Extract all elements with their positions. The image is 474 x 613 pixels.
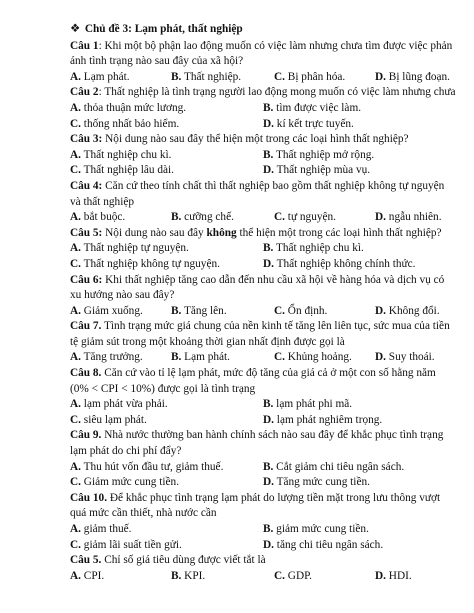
option-letter: D. <box>375 304 386 317</box>
option-text: Bị lũng đoạn. <box>385 70 450 83</box>
answer-option-a[interactable] <box>70 569 171 585</box>
option-letter: C. <box>274 304 285 317</box>
option-letter: B. <box>263 242 274 255</box>
question-9 <box>70 428 456 459</box>
question-number: Câu 1 <box>70 39 99 52</box>
answer-option-d[interactable] <box>375 350 435 366</box>
answer-option-c[interactable] <box>70 538 263 554</box>
answer-options <box>70 522 456 538</box>
option-text: tăng chi tiêu ngân sách. <box>273 538 384 551</box>
answer-option-b[interactable] <box>263 522 456 538</box>
answer-options <box>70 460 456 476</box>
question-text: Nhà nước thường ban hành chính sách nào sau đây để khắc phục tình trạng lạm phát do chi phí đẩy? <box>70 429 444 458</box>
answer-option-a[interactable] <box>70 397 263 413</box>
answer-option-d[interactable] <box>375 70 450 86</box>
option-letter: C. <box>70 413 81 426</box>
option-letter: A. <box>70 523 81 535</box>
answer-option-d[interactable] <box>263 117 456 133</box>
option-letter: A. <box>70 351 81 364</box>
answer-option-b[interactable] <box>263 397 456 413</box>
answer-option-d[interactable] <box>263 475 456 491</box>
answer-option-d[interactable] <box>375 210 442 226</box>
option-text: kí kết trực tuyến. <box>273 117 354 130</box>
option-letter: B. <box>263 523 274 535</box>
option-text: lạm phát vừa phải. <box>80 398 168 411</box>
option-text: Thất nghiệp không tự nguyện. <box>80 257 220 270</box>
section-title-text: Chủ đề 3: Lạm phát, thất nghiệp <box>84 23 243 35</box>
answer-options <box>70 210 456 226</box>
option-letter: C. <box>70 164 81 177</box>
option-text: Suy thoái. <box>385 351 435 364</box>
answer-options <box>70 304 456 320</box>
option-letter: D. <box>263 117 274 130</box>
option-text: Thất nghiệp chu kì. <box>80 148 172 161</box>
answer-option-b[interactable] <box>171 569 274 585</box>
question-number: Câu 4: <box>70 179 103 192</box>
option-text: thỏa thuận mức lương. <box>80 101 187 114</box>
question-text: : Khi một bộ phận lao động muốn có việc làm nhưng chưa tìm được việc phản ánh tình trạng nào sau đây của xã hội? <box>70 39 453 68</box>
question-text: Khi thất nghiệp tăng cao dẫn đến nhu cầu xã hội về hàng hóa và dịch vụ có xu hướng nào sau đây? <box>70 273 445 302</box>
option-letter: C. <box>70 257 81 270</box>
option-letter: B. <box>171 70 182 83</box>
option-letter: D. <box>375 351 386 364</box>
option-letter: C. <box>70 117 81 130</box>
option-letter: D. <box>263 538 274 551</box>
question-5 <box>70 226 456 242</box>
option-letter: A. <box>70 148 81 161</box>
option-text: KPI. <box>181 569 206 582</box>
answer-option-d[interactable] <box>375 304 440 320</box>
option-text: giảm mức cung tiền. <box>273 523 369 535</box>
section-title <box>70 22 456 38</box>
answer-option-c[interactable] <box>70 475 263 491</box>
answer-option-b[interactable] <box>263 101 456 117</box>
option-letter: D. <box>263 257 274 270</box>
option-letter: A. <box>70 211 81 224</box>
option-text: Thu hút vốn đầu tư, giảm thuế. <box>80 460 224 473</box>
option-text: cưỡng chế. <box>181 211 234 224</box>
option-letter: B. <box>171 351 182 364</box>
question-8 <box>70 366 456 397</box>
option-text: giảm lãi suất tiền gửi. <box>80 538 182 551</box>
option-letter: A. <box>70 70 81 83</box>
answer-options <box>70 241 456 257</box>
option-text: Cắt giảm chi tiêu ngân sách. <box>273 460 405 473</box>
option-text: Ổn định. <box>284 304 328 317</box>
answer-options <box>70 538 456 554</box>
option-letter: B. <box>263 148 274 161</box>
option-text: Lạm phát. <box>181 351 230 364</box>
question-3 <box>70 132 456 148</box>
answer-options <box>70 257 456 273</box>
answer-option-c[interactable] <box>274 70 375 86</box>
answer-option-d[interactable] <box>263 163 456 179</box>
option-text: Thất nghiệp tự nguyện. <box>80 242 189 255</box>
option-letter: B. <box>263 460 274 473</box>
option-text: GDP. <box>284 569 312 582</box>
option-letter: C. <box>70 538 81 551</box>
option-text: tìm được việc làm. <box>273 101 362 114</box>
answer-option-a[interactable] <box>70 70 171 86</box>
option-text: Thất nghiệp chu kì. <box>273 242 364 255</box>
question-text: Nội dung nào sau đây <box>102 226 207 239</box>
option-text: lạm phát nghiêm trọng. <box>273 413 383 426</box>
option-letter: D. <box>263 164 274 177</box>
answer-option-a[interactable] <box>70 101 263 117</box>
option-text: bắt buộc. <box>80 211 126 224</box>
question-text: thể hiện một trong các loại hình thất nghiệp? <box>236 226 442 239</box>
option-letter: D. <box>263 413 274 426</box>
option-letter: C. <box>274 70 285 83</box>
answer-option-d[interactable] <box>375 569 412 585</box>
option-letter: B. <box>171 304 182 317</box>
option-text: Tăng trưởng. <box>80 351 143 364</box>
option-letter: A. <box>70 101 81 114</box>
option-text: Bị phân hóa. <box>284 70 346 83</box>
answer-option-c[interactable] <box>70 413 263 429</box>
question-text: Để khắc phục tình trạng lạm phát do lượng tiền mặt trong lưu thông vượt quá mức cần thiết, nhà nước cần <box>70 491 441 520</box>
option-letter: A. <box>70 242 81 255</box>
option-text: Thất nghiệp mùa vụ. <box>273 164 371 177</box>
option-letter: D. <box>375 70 386 83</box>
answer-option-c[interactable] <box>274 304 375 320</box>
answer-options <box>70 413 456 429</box>
question-emphasis: không <box>206 226 237 239</box>
answer-option-b[interactable] <box>263 460 456 476</box>
question-text: : Thất nghiệp là tình trạng người lao động mong muốn có việc làm nhưng chưa <box>98 86 456 99</box>
option-letter: B. <box>263 398 274 411</box>
option-letter: C. <box>274 211 285 224</box>
answer-options <box>70 70 456 86</box>
option-letter: D. <box>375 569 386 582</box>
answer-option-c[interactable] <box>274 350 375 366</box>
answer-options <box>70 101 456 117</box>
option-text: HDI. <box>385 569 412 582</box>
option-text: CPI. <box>80 569 105 582</box>
answer-option-b[interactable] <box>171 210 274 226</box>
answer-option-d[interactable] <box>263 413 456 429</box>
option-letter: C. <box>70 476 81 489</box>
answer-options <box>70 397 456 413</box>
option-letter: C. <box>274 569 285 582</box>
answer-option-c[interactable] <box>70 163 263 179</box>
answer-options <box>70 569 456 585</box>
answer-option-a[interactable] <box>70 460 263 476</box>
question-number: Câu 3: <box>70 133 103 146</box>
question-number: Câu 2 <box>70 86 99 99</box>
option-text: Khủng hoảng. <box>284 351 352 364</box>
option-text: lạm phát phi mã. <box>273 398 353 411</box>
diamond-bullet-icon: ❖ <box>70 23 81 35</box>
question-number: Câu 8. <box>70 367 102 380</box>
option-text: Thất nghiệp. <box>181 70 242 83</box>
answer-option-a[interactable] <box>70 522 263 538</box>
question-1 <box>70 39 456 70</box>
question-text: Căn cứ vào tỉ lệ lạm phát, mức độ tăng của giá cả ở một con số hằng năm (0% < CPI < 10%) được gọi là tình trạng <box>70 367 436 395</box>
option-text: Giảm xuống. <box>80 304 143 317</box>
option-text: Thất nghiệp mở rộng. <box>273 148 375 161</box>
question-number: Câu 9. <box>70 429 102 442</box>
question-text: Căn cứ theo tính chất thì thất nghiệp bao gồm thất nghiệp không tự nguyện và thất nghiệp <box>70 179 445 208</box>
question-4 <box>70 179 456 210</box>
question-number: Câu 7. <box>70 320 102 333</box>
option-letter: A. <box>70 304 81 317</box>
option-text: tự nguyện. <box>284 211 336 224</box>
answer-option-a[interactable] <box>70 350 171 366</box>
option-text: ngẫu nhiên. <box>385 211 442 224</box>
answer-options <box>70 475 456 491</box>
option-text: Thất nghiệp không chính thức. <box>273 257 416 270</box>
question-number: Câu 10. <box>70 491 108 504</box>
answer-options <box>70 148 456 164</box>
option-text: Không đổi. <box>385 304 440 317</box>
answer-option-c[interactable] <box>274 569 375 585</box>
question-10 <box>70 491 456 522</box>
option-letter: B. <box>171 569 182 582</box>
option-text: Lạm phát. <box>80 70 130 83</box>
answer-option-a[interactable] <box>70 304 171 320</box>
option-text: thống nhất bảo hiểm. <box>80 117 180 130</box>
question-6 <box>70 273 456 304</box>
answer-option-b[interactable] <box>263 241 456 257</box>
answer-option-c[interactable] <box>274 210 375 226</box>
option-letter: D. <box>375 211 386 224</box>
option-letter: D. <box>263 476 274 489</box>
question-7 <box>70 319 456 350</box>
question-text: Chỉ số giá tiêu dùng được viết tắt là <box>101 554 266 567</box>
answer-options <box>70 117 456 133</box>
option-text: Giảm mức cung tiền. <box>80 476 180 489</box>
question-text: Tình trạng mức giá chung của nền kinh tế tăng lên liên tục, sức mua của tiền tệ giảm sút trong một khoảng thời gian nhất định được gọi là <box>70 320 450 348</box>
option-text: giảm thuế. <box>80 523 132 535</box>
option-letter: B. <box>171 211 182 224</box>
question-11 <box>70 553 456 569</box>
answer-option-c[interactable] <box>70 257 263 273</box>
answer-option-d[interactable] <box>263 538 456 554</box>
answer-option-b[interactable] <box>171 350 274 366</box>
answer-option-a[interactable] <box>70 210 171 226</box>
question-2 <box>70 85 456 101</box>
option-letter: A. <box>70 569 81 582</box>
question-number: Câu 5: <box>70 226 103 239</box>
answer-options <box>70 163 456 179</box>
answer-option-a[interactable] <box>70 241 263 257</box>
answer-option-a[interactable] <box>70 148 263 164</box>
answer-options <box>70 350 456 366</box>
question-number: Câu 5. <box>70 554 102 567</box>
option-letter: A. <box>70 460 81 473</box>
option-letter: A. <box>70 398 81 411</box>
option-text: siêu lạm phát. <box>80 413 147 426</box>
answer-option-b[interactable] <box>263 148 456 164</box>
answer-option-b[interactable] <box>171 70 274 86</box>
option-text: Thất nghiệp lâu dài. <box>80 164 174 177</box>
answer-option-d[interactable] <box>263 257 456 273</box>
answer-option-c[interactable] <box>70 117 263 133</box>
question-number: Câu 6: <box>70 273 103 286</box>
option-letter: B. <box>263 101 274 114</box>
answer-option-b[interactable] <box>171 304 274 320</box>
option-text: Tăng lên. <box>181 304 227 317</box>
option-text: Tăng mức cung tiền. <box>273 476 370 489</box>
option-letter: C. <box>274 351 285 364</box>
question-text: Nội dung nào sau đây thể hiện một trong các loại hình thất nghiệp? <box>102 133 409 146</box>
question-list <box>70 39 456 585</box>
